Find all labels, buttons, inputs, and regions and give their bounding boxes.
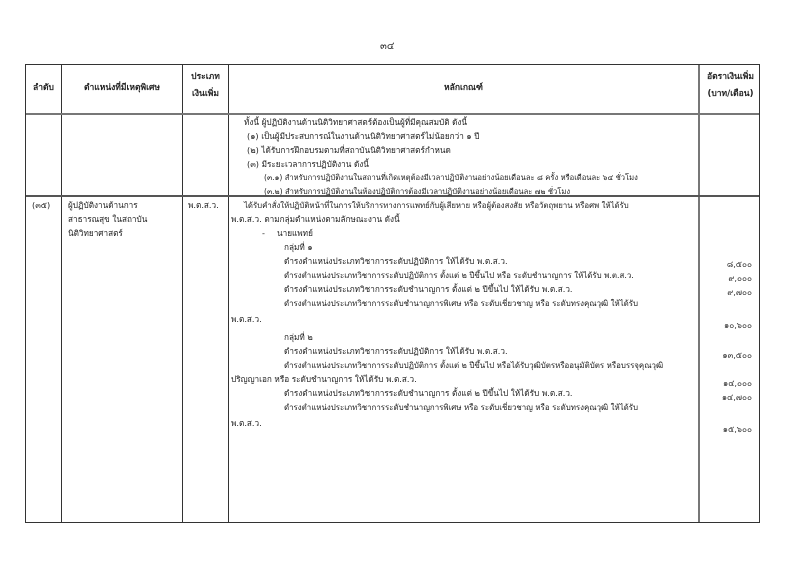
amount: ๑๕,๖๐๐ bbox=[722, 424, 752, 434]
header-criteria: หลักเกณฑ์ bbox=[444, 83, 483, 93]
group-title: กลุ่มที่ ๑ bbox=[284, 242, 313, 252]
qualification-item: (๑) เป็นผู้มีประสบการณ์ในงานด้านนิติวิทยาศาสตร์ไม่น้อยกว่า ๑ ปี bbox=[247, 131, 480, 141]
header-type-line1: ประเภท bbox=[191, 72, 220, 82]
header-divider bbox=[26, 113, 759, 115]
amount: ๑๔,๗๐๐ bbox=[721, 392, 752, 402]
qualification-item: (๓) มีระยะเวลาการปฏิบัติงาน ดังนี้ bbox=[247, 159, 369, 169]
page-number: ๓๔ bbox=[380, 41, 395, 52]
allowance-table bbox=[25, 64, 760, 523]
group-item: ดำรงตำแหน่งประเภทวิชาการระดับชำนาญการ ตั้งแต่ ๒ ปีขึ้นไป ให้ได้รับ พ.ต.ส.ว. bbox=[284, 388, 573, 398]
allowance-type: พ.ต.ส.ว. bbox=[188, 200, 219, 210]
amount: ๑๔,๐๐๐ bbox=[723, 378, 752, 388]
header-position: ตำแหน่งที่มีเหตุพิเศษ bbox=[83, 83, 161, 93]
qualification-item: (๒) ได้รับการฝึกอบรมตามที่สถาบันนิติวิทยาศาสตร์กำหนด bbox=[247, 145, 451, 155]
qualification-intro: ทั้งนี้ ผู้ปฏิบัติงานด้านนิติวิทยาศาสตร์ต้องเป็นผู้ที่มีคุณสมบัติ ดังนี้ bbox=[244, 117, 468, 127]
qualification-subitem: (๓.๑) สำหรับการปฏิบัติงานในสถานที่เกิดเหตุต้องมีเวลาปฏิบัติงานอย่างน้อยเดือนละ ๘ ครั้ง หรือเดือนละ ๖๔ ชั่วโมง bbox=[264, 173, 638, 182]
criteria-intro-cont: พ.ต.ส.ว. ตามกลุ่มตำแหน่งตามลักษณะงาน ดังนี้ bbox=[231, 214, 400, 224]
group-item-cont: พ.ต.ส.ว. bbox=[231, 314, 262, 324]
group-item: ดำรงตำแหน่งประเภทวิชาการระดับปฏิบัติการ ตั้งแต่ ๒ ปีขึ้นไป หรือ ระดับชำนาญการ ให้ได้รับ พ.ต.ส.ว. bbox=[284, 271, 634, 280]
position-line: ผู้ปฏิบัติงานด้านการ bbox=[68, 200, 138, 210]
header-rate-line2: (บาท/เดือน) bbox=[707, 89, 754, 99]
row-order: (๓๕) bbox=[32, 200, 51, 210]
column-divider bbox=[61, 65, 62, 522]
qualification-subitem: (๓.๒) สำหรับการปฏิบัติงานในห้องปฏิบัติการต้องมีเวลาปฏิบัติงานอย่างน้อยเดือนละ ๗๒ ชั่วโมง bbox=[264, 187, 571, 196]
criteria-intro: ได้รับคำสั่งให้ปฏิบัติหน้าที่ในการให้บริการทางการแพทย์กับผู้เสียหาย หรือผู้ต้องสงสัย หรือวัตถุพยาน หรือศพ ให้ได้รับ bbox=[244, 201, 629, 210]
column-divider bbox=[228, 65, 229, 522]
amount: ๑๓,๕๐๐ bbox=[722, 350, 752, 360]
group-item: ดำรงตำแหน่งประเภทวิชาการระดับปฏิบัติการ ให้ได้รับ พ.ต.ส.ว. bbox=[284, 256, 508, 266]
group-item: ดำรงตำแหน่งประเภทวิชาการระดับชำนาญการ ตั้งแต่ ๒ ปีขึ้นไป ให้ได้รับ พ.ต.ส.ว. bbox=[284, 284, 573, 294]
group-title: กลุ่มที่ ๒ bbox=[284, 332, 313, 342]
group-item: ดำรงตำแหน่งประเภทวิชาการระดับชำนาญการพิเศษ หรือ ระดับเชี่ยวชาญ หรือ ระดับทรงคุณวุฒิ ให้ได้รับ bbox=[284, 403, 639, 412]
amount: ๙,๗๐๐ bbox=[727, 287, 752, 297]
header-type-line2: เงินเพิ่ม bbox=[192, 89, 219, 99]
amount: ๘,๕๐๐ bbox=[726, 259, 752, 269]
position-line: นิติวิทยาศาสตร์ bbox=[68, 228, 123, 238]
group-item: ดำรงตำแหน่งประเภทวิชาการระดับปฏิบัติการ ตั้งแต่ ๒ ปีขึ้นไป หรือได้รับวุฒิบัตรหรืออนุมัติบัตร หรือบรรจุคุณวุฒิ bbox=[284, 361, 664, 370]
header-order: ลำดับ bbox=[33, 83, 54, 93]
group-item-cont: ปริญญาเอก หรือ ระดับชำนาญการ ให้ได้รับ พ.ต.ส.ว. bbox=[231, 374, 417, 384]
column-divider bbox=[182, 65, 183, 522]
header-rate-line1: อัตราเงินเพิ่ม bbox=[707, 72, 754, 82]
group-item: ดำรงตำแหน่งประเภทวิชาการระดับปฏิบัติการ ให้ได้รับ พ.ต.ส.ว. bbox=[284, 346, 508, 356]
group-item: ดำรงตำแหน่งประเภทวิชาการระดับชำนาญการพิเศษ หรือ ระดับเชี่ยวชาญ หรือ ระดับทรงคุณวุฒิ ให้ได้รับ bbox=[284, 299, 639, 308]
amount: ๑๐,๖๐๐ bbox=[724, 320, 752, 330]
amount: ๙,๐๐๐ bbox=[728, 273, 752, 283]
position-line: สาธารณสุข ในสถาบัน bbox=[68, 214, 148, 224]
column-divider bbox=[698, 65, 700, 522]
profession: นายแพทย์ bbox=[277, 228, 313, 238]
bullet: - bbox=[262, 228, 265, 238]
group-item-cont: พ.ต.ส.ว. bbox=[231, 418, 262, 428]
